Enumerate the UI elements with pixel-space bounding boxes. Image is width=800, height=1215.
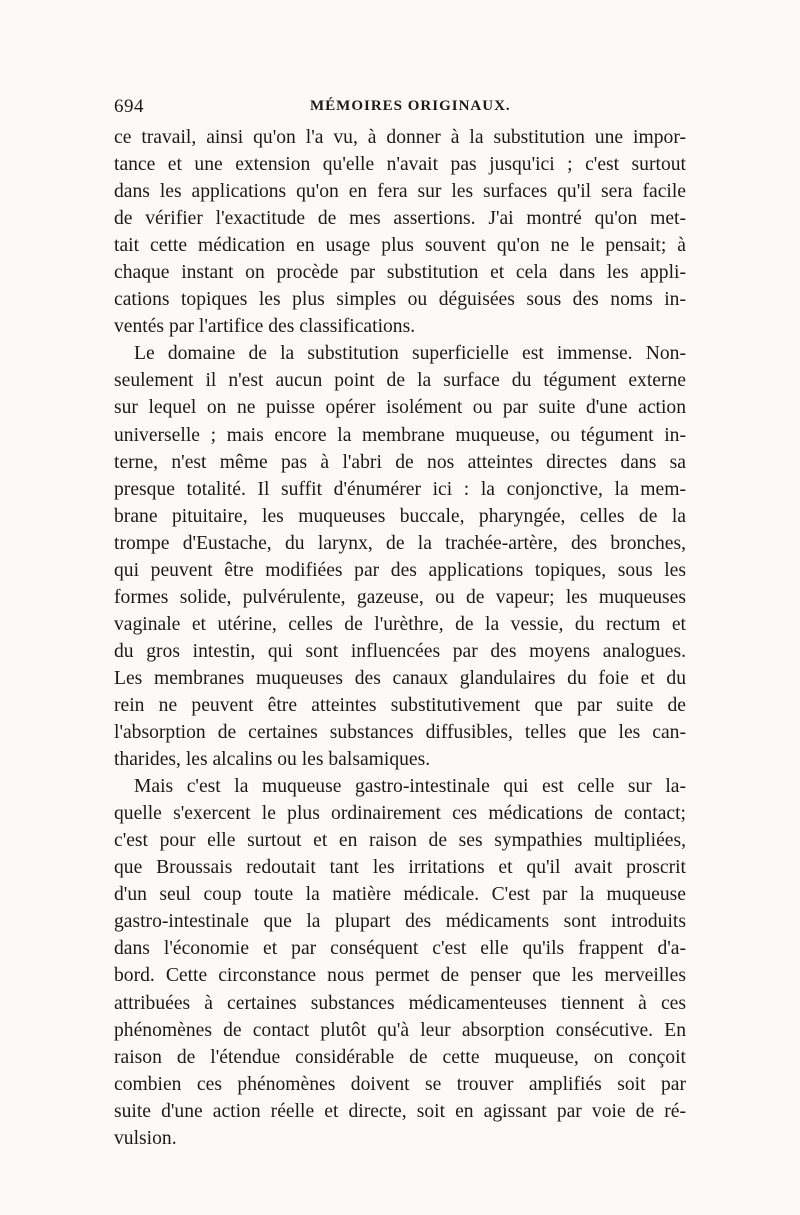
text-line: que Broussais redoutait tant les irritations et qu'il avait proscrit — [114, 857, 686, 879]
text-line: sur lequel on ne puisse opérer isolément ou par suite d'une action — [114, 397, 686, 419]
text-line: ce travail, ainsi qu'on l'a vu, à donner à la substitution une impor- — [114, 127, 686, 148]
text-line: trompe d'Eustache, du larynx, de la trachée-artère, des bronches, — [114, 532, 686, 554]
text-line: de vérifier l'exactitude de mes assertions. J'ai montré qu'on met- — [114, 208, 686, 230]
text-line: bord. Cette circonstance nous permet de penser que les merveilles — [114, 965, 686, 987]
text-line: tait cette médication en usage plus souvent qu'on ne le pensait; à — [114, 235, 686, 257]
text-line: rein ne peuvent être atteintes substitutivement que par suite de — [114, 694, 686, 716]
text-line: ventés par l'artifice des classifications. — [114, 316, 416, 338]
text-line: chaque instant on procède par substitution et cela dans les appli- — [114, 262, 686, 284]
text-line: quelle s'exercent le plus ordinairement ces médications de contact; — [114, 803, 686, 825]
document-page — [114, 96, 686, 1152]
text-line: tance et une extension qu'elle n'avait pas jusqu'ici ; c'est surtout — [114, 154, 686, 176]
text-line: Les membranes muqueuses des canaux glandulaires du foie et du — [114, 667, 686, 689]
text-line: Mais c'est la muqueuse gastro-intestinale qui est celle sur la- — [134, 776, 686, 798]
text-line: raison de l'étendue considérable de cette muqueuse, on conçoit — [114, 1046, 686, 1068]
text-line: brane pituitaire, les muqueuses buccale, pharyngée, celles de la — [114, 505, 686, 527]
text-line: seulement il n'est aucun point de la surface du tégument externe — [114, 370, 686, 392]
paragraph-3 — [114, 773, 686, 1152]
text-line: du gros intestin, qui sont influencées par des moyens analogues. — [114, 640, 686, 662]
text-line: vaginale et utérine, celles de l'urèthre, de la vessie, du rectum et — [114, 613, 686, 635]
text-line: combien ces phénomènes doivent se trouver amplifiés soit par — [114, 1073, 686, 1095]
paragraph-2 — [114, 340, 686, 773]
text-line: presque totalité. Il suffit d'énumérer ici : la conjonctive, la mem- — [114, 478, 686, 500]
text-line: Le domaine de la substitution superficielle est immense. Non- — [134, 343, 686, 365]
text-line: terne, n'est même pas à l'abri de nos atteintes directes dans sa — [114, 451, 686, 473]
text-line: c'est pour elle surtout et en raison de ses sympathies multipliées, — [114, 830, 686, 852]
body-text — [114, 124, 686, 1152]
text-line: gastro-intestinale que la plupart des médicaments sont introduits — [114, 911, 686, 933]
running-head: MÉMOIRES ORIGINAUX. — [310, 98, 511, 114]
page-header — [114, 96, 686, 124]
text-line: cations topiques les plus simples ou déguisées sous des noms in- — [114, 289, 686, 311]
text-line: formes solide, pulvérulente, gazeuse, ou de vapeur; les muqueuses — [114, 586, 686, 608]
text-line: attribuées à certaines substances médicamenteuses tiennent à ces — [114, 992, 686, 1014]
text-line: tharides, les alcalins ou les balsamiques. — [114, 749, 431, 771]
text-line: qui peuvent être modifiées par des applications topiques, sous les — [114, 559, 686, 581]
text-line: dans les applications qu'on en fera sur les surfaces qu'il sera facile — [114, 181, 686, 203]
text-line: phénomènes de contact plutôt qu'à leur absorption consécutive. En — [114, 1019, 686, 1041]
paragraph-1 — [114, 124, 686, 340]
text-line: vulsion. — [114, 1127, 177, 1149]
text-line: universelle ; mais encore la membrane muqueuse, ou tégument in- — [114, 424, 686, 446]
page-number: 694 — [114, 96, 144, 117]
text-line: suite d'une action réelle et directe, soit en agissant par voie de ré- — [114, 1100, 686, 1122]
text-line: d'un seul coup toute la matière médicale. C'est par la muqueuse — [114, 884, 686, 906]
text-line: l'absorption de certaines substances diffusibles, telles que les can- — [114, 722, 686, 744]
text-line: dans l'économie et par conséquent c'est elle qu'ils frappent d'a- — [114, 938, 686, 960]
